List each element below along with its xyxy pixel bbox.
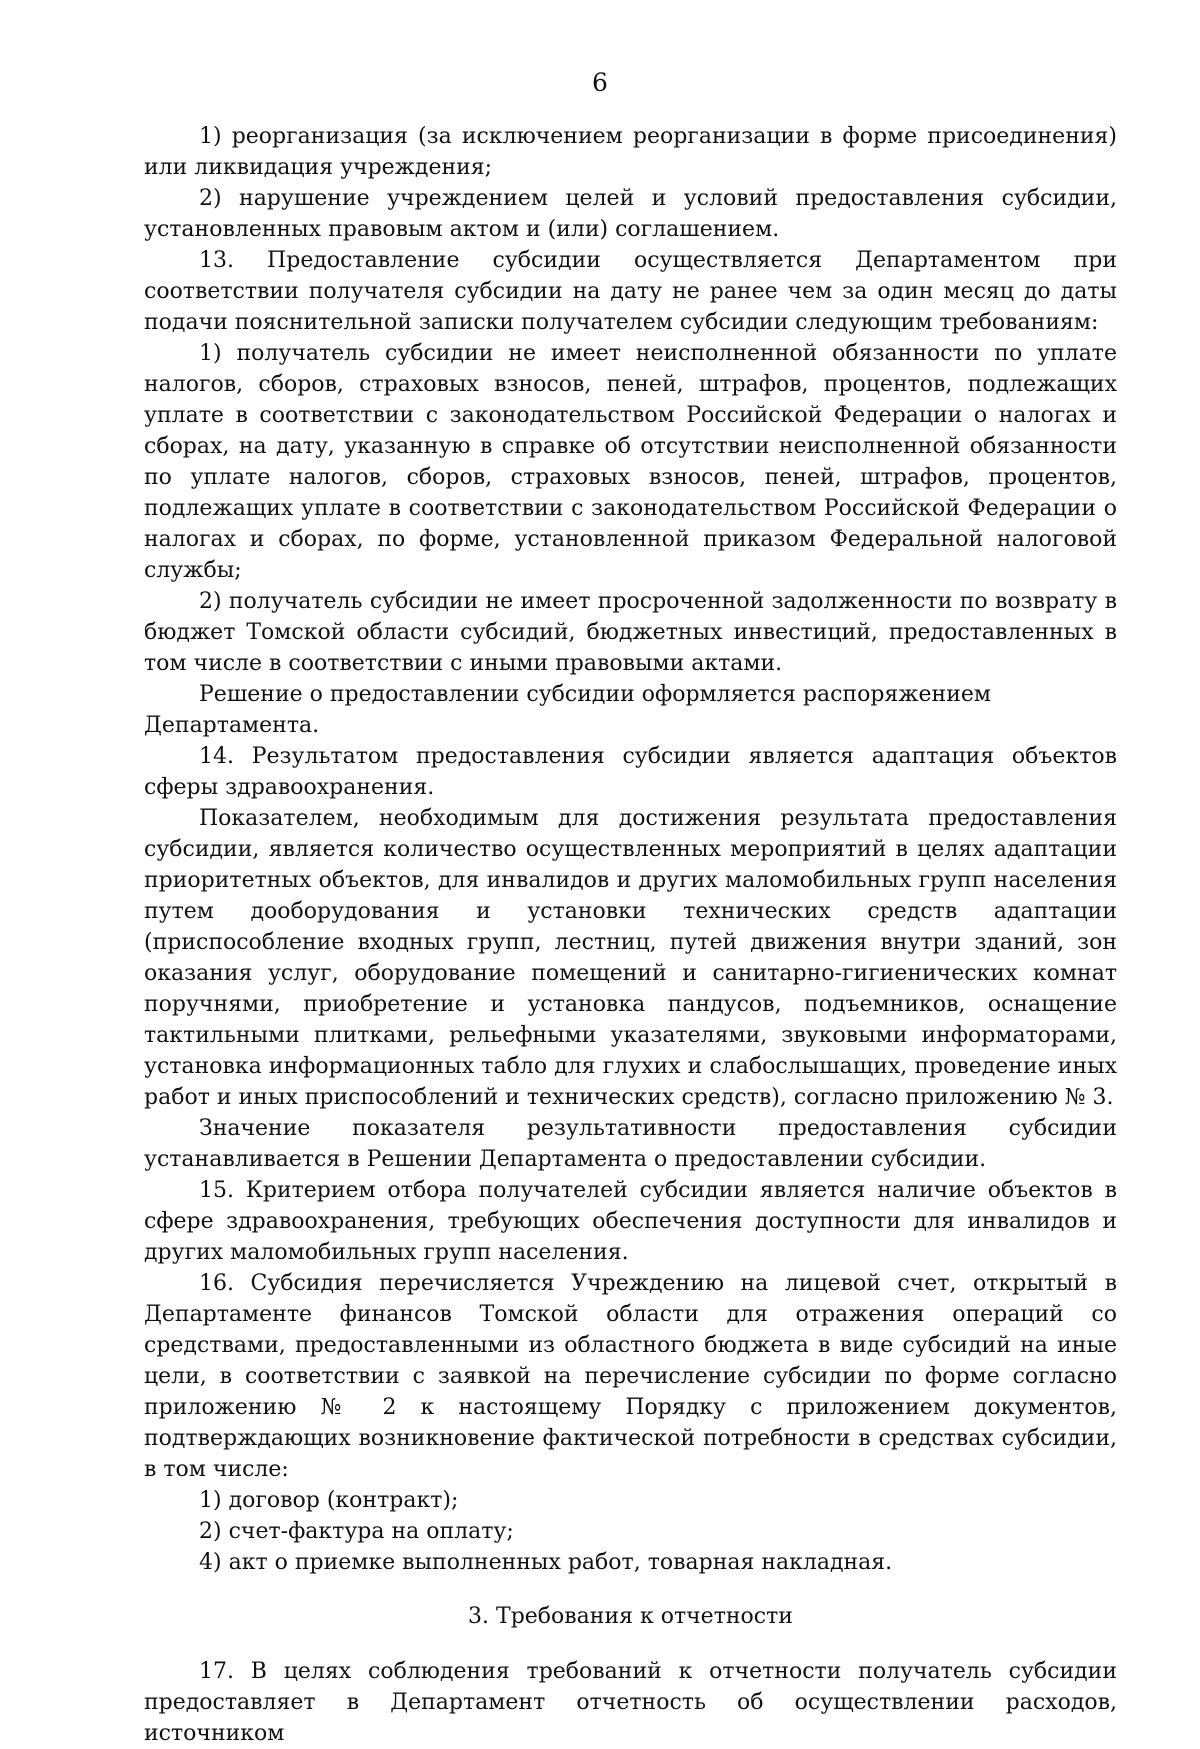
paragraph-indicator: Показателем, необходимым для достижения результата предоставления субсидии, является количество осуществленных мероприятий в целях адаптации приоритетных объектов, для инвалидов и других маломобильных групп населения путем дооборудования и установки технических средств адаптации (приспособление входных групп, лестниц, путей движения внутри зданий, зон оказания услуг, оборудование помещений и санитарно-гигиенических комнат поручнями, приобретение и установка пандусов, подъемников, оснащение тактильными плитками, рельефными указателями, звуковыми информаторами, установка информационных табло для глухих и слабослышащих, проведение иных работ и иных приспособлений и технических средств), согласно приложению № 3. — [144, 806, 1117, 1110]
section-heading: 3. Требования к отчетности — [468, 1604, 793, 1629]
paragraph-indicator-value: Значение показателя результативности предоставления субсидии устанавливается в Решении Департамента о предоставлении субсидии. — [144, 1116, 1117, 1172]
list-item-contract: 1) договор (контракт); — [199, 1488, 459, 1513]
page-number: 6 — [592, 68, 608, 97]
list-item-acceptance-act: 4) акт о приемке выполненных работ, товарная накладная. — [199, 1550, 893, 1575]
paragraph-17: 17. В целях соблюдения требований к отчетности получатель субсидии предоставляет в Департамент отчетность об осуществлении расходов, источником — [144, 1659, 1117, 1746]
list-item-invoice: 2) счет-фактура на оплату; — [199, 1519, 514, 1544]
paragraph-14: 14. Результатом предоставления субсидии является адаптация объектов сферы здравоохранения. — [144, 744, 1117, 800]
paragraph-reorganization: 1) реорганизация (за исключением реорганизации в форме присоединения) или ликвидация учреждения; — [144, 124, 1117, 180]
paragraph-13-requirement-2: 2) получатель субсидии не имеет просроченной задолженности по возврату в бюджет Томской области субсидий, бюджетных инвестиций, предоставленных в том числе в соответствии с иными правовыми актами. — [144, 589, 1117, 676]
document-body — [144, 121, 1117, 1749]
paragraph-13-requirement-1: 1) получатель субсидии не имеет неисполненной обязанности по уплате налогов, сборов, страховых взносов, пеней, штрафов, процентов, подлежащих уплате в соответствии с законодательством Российской Федерации о налогах и сборах, на дату, указанную в справке об отсутствии неисполненной обязанности по уплате налогов, сборов, страховых взносов, пеней, штрафов, процентов, подлежащих уплате в соответствии с законодательством Российской Федерации о налогах и сборах, по форме, установленной приказом Федеральной налоговой службы; — [144, 341, 1117, 583]
paragraph-decision: Решение о предоставлении субсидии оформляется распоряжением Департамента. — [144, 682, 992, 738]
paragraph-violation: 2) нарушение учреждением целей и условий предоставления субсидии, установленных правовым актом и (или) соглашением. — [144, 186, 1117, 242]
paragraph-16: 16. Субсидия перечисляется Учреждению на лицевой счет, открытый в Департаменте финансов Томской области для отражения операций со средствами, предоставленными из областного бюджета в виде субсидий на иные цели, в соответствии с заявкой на перечисление субсидии по форме согласно приложению № 2 к настоящему Порядку с приложением документов, подтверждающих возникновение фактической потребности в средствах субсидии, в том числе: — [144, 1271, 1117, 1482]
paragraph-15: 15. Критерием отбора получателей субсидии является наличие объектов в сфере здравоохранения, требующих обеспечения доступности для инвалидов и других маломобильных групп населения. — [144, 1178, 1117, 1265]
paragraph-13: 13. Предоставление субсидии осуществляется Департаментом при соответствии получателя субсидии на дату не ранее чем за один месяц до даты подачи пояснительной записки получателем субсидии следующим требованиям: — [144, 248, 1117, 335]
